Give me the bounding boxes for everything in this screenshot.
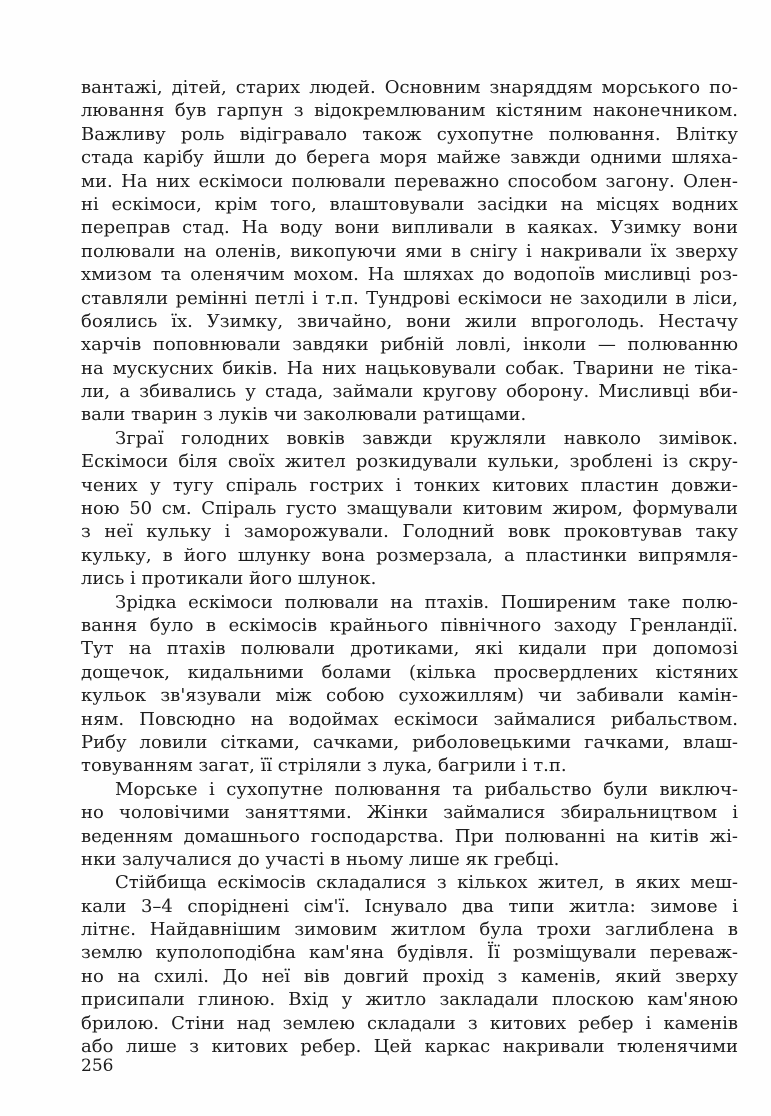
text-line: Стійбища ескімосів складалися з кількох жител, в яких меш- [115,872,738,894]
text-line: лись і протикали його шлунок. [81,568,377,590]
text-line: полювали на оленів, викопуючи ями в снігу і накривали їх зверху [81,240,738,262]
text-line: товуванням загат, її стріляли з лука, багрили і т.п. [81,755,567,777]
text-line: кали 3–4 споріднені сім'ї. Існувало два типи житла: зимове і [81,895,738,917]
text-line: Тут на птахів полювали дротиками, які кидали при допомозі [81,638,738,660]
text-line: нки залучалися до участі в ньому лише як гребці. [81,848,560,870]
paragraph-2 [81,427,738,591]
text-line: хмизом та оленячим мохом. На шляхах до водопоїв мисливці роз- [81,264,738,286]
text-line: вання було в ескімосів крайнього північного заходу Гренландії. [81,614,738,636]
text-line: боялись їх. Узимку, звичайно, вони жили впроголодь. Нестачу [81,310,738,332]
text-line: Зграї голодних вовків завжди кружляли навколо зимівок. [115,427,738,449]
text-line: переправ стад. На воду вони випливали в каяках. Узимку вони [81,217,738,239]
text-line: чених у тугу спіраль гострих і тонких китових пластин довжи- [81,474,738,496]
text-line: Важливу роль відігравало також сухопутне полювання. Влітку [81,123,738,145]
text-line: ні ескімоси, крім того, влаштовували засідки на місцях водних [81,193,738,215]
text-line: вали тварин з луків чи заколювали ратищами. [81,404,527,426]
text-line: літнє. Найдавнішим зимовим житлом була трохи заглиблена в [81,919,738,941]
text-line: брилою. Стіни над землею складали з китових ребер і каменів [81,1012,738,1034]
text-line: вантажі, дітей, старих людей. Основним знаряддям морського по- [81,77,738,98]
text-line: землю куполоподібна кам'яна будівля. Її розміщували переваж- [81,942,738,964]
text-line: ням. Повсюдно на водоймах ескімоси займалися рибальством. [81,708,738,730]
paragraph-3 [81,591,738,778]
text-line: лювання був гарпун з відокремлюваним кістяним наконечником. [81,100,738,122]
text-line: ми. На них ескімоси полювали переважно способом загону. Олен- [81,170,738,192]
text-line: веденням домашнього господарства. При полюванні на китів жі- [81,825,738,847]
text-line: на мускусних биків. На них нацьковували собак. Тварини не тіка- [81,357,738,379]
text-line: присипали глиною. Вхід у житло закладали плоскою кам'яною [81,989,738,1011]
text-line: або лише з китових ребер. Цей каркас накривали тюленячими [81,1036,738,1058]
text-line: харчів поповнювали завдяки рибній ловлі, інколи — полюванню [81,334,738,356]
text-line: ною 50 см. Спіраль густо змащували китовим жиром, формували [81,498,738,520]
text-line: ли, а збивались у стада, займали кругову оборону. Мисливці вби- [81,381,738,403]
text-line: кульок зв'язували між собою сухожиллям) чи забивали камін- [81,685,738,707]
text-line: дощечок, кидальними болами (кілька просвердлених кістяних [81,661,738,683]
paragraph-1 [81,76,738,427]
page-number: 256 [81,1056,114,1076]
text-line: стада карібу йшли до берега моря майже завжди одними шляха- [81,147,738,169]
text-line: Ескімоси біля своїх жител розкидували кульки, зроблені із скру- [81,451,738,473]
text-line: кульку, в його шлунку вона розмерзала, а пластинки випрямля- [81,544,738,566]
text-line: ставляли ремінні петлі і т.п. Тундрові ескімоси не заходили в ліси, [81,287,738,309]
text-line: Морське і сухопутне полювання та рибальство були виключ- [115,778,738,800]
paragraph-4 [81,778,738,872]
text-line: но на схилі. До неї вів довгий прохід з каменів, який зверху [81,965,738,987]
text-line: Зрідка ескімоси полювали на птахів. Поширеним таке полю- [115,591,738,613]
text-line: Рибу ловили сітками, сачками, риболовецькими гачками, влаш- [81,731,738,753]
paragraph-5 [81,871,738,1058]
text-line: з неї кульку і заморожували. Голодний вовк проковтував таку [81,521,738,543]
body-text [81,76,738,1058]
text-line: но чоловічими заняттями. Жінки займалися збиральництвом і [81,802,738,824]
